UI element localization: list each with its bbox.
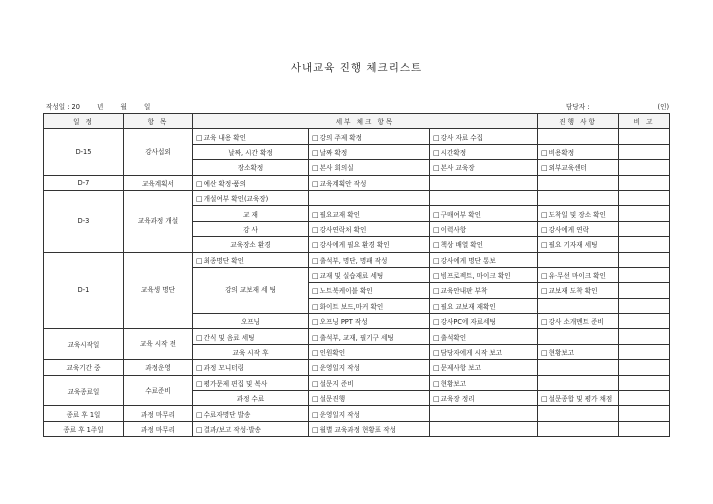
check-item[interactable]: □ 월별 교육과정 현황표 작성 [312, 424, 396, 434]
header-detail: 세부 체크 항목 [193, 114, 538, 129]
item-cell: 수료준비 [124, 375, 193, 406]
check-cell [538, 221, 619, 236]
check-item[interactable]: □ 강사연락처 확인 [312, 224, 366, 234]
check-item[interactable]: □ 도착일 및 장소 확인 [541, 209, 606, 219]
status-cell[interactable] [619, 144, 670, 159]
schedule-cell: 교육종료일 [44, 375, 124, 406]
check-item[interactable]: □ 비용확정 [541, 147, 574, 157]
check-cell [430, 375, 538, 390]
header-schedule: 일 정 [44, 114, 124, 129]
check-item[interactable]: □ 교재 및 실습재료 세팅 [312, 270, 383, 280]
check-cell [430, 144, 538, 159]
check-cell [538, 298, 619, 313]
schedule-cell: D-15 [44, 129, 124, 175]
check-item[interactable]: □ 교보재 도착 확인 [541, 285, 597, 295]
check-item[interactable]: □ 본사 교육장 [433, 162, 475, 172]
check-item[interactable]: □ 강사 자료 수집 [433, 132, 483, 142]
check-cell [193, 406, 309, 421]
check-cell [430, 252, 538, 267]
schedule-cell: 종료 후 1주일 [44, 421, 124, 436]
check-cell [430, 190, 538, 205]
check-cell [309, 406, 430, 421]
check-item[interactable]: □ 날짜 확정 [312, 147, 347, 157]
item-cell: 과정 마무리 [124, 406, 193, 421]
schedule-cell: 교육기간 중 [44, 360, 124, 375]
status-cell[interactable] [619, 298, 670, 313]
check-item[interactable]: □ 외부교육센터 [541, 162, 587, 172]
month-label: 월 [120, 103, 127, 111]
written-date [46, 101, 165, 111]
check-item[interactable]: □ 간식 및 음료 세팅 [196, 332, 255, 342]
item-cell: 오프닝 [193, 314, 309, 329]
status-cell[interactable] [538, 360, 619, 375]
item-cell: 과정 마무리 [124, 421, 193, 436]
status-cell[interactable] [619, 344, 670, 359]
table-row [44, 129, 670, 144]
check-cell [309, 206, 430, 221]
check-cell [430, 206, 538, 221]
check-item[interactable]: □ 책상 배열 확인 [433, 239, 483, 249]
item-cell: 장소확정 [193, 160, 309, 175]
check-cell [430, 267, 538, 282]
check-cell [309, 221, 430, 236]
schedule-cell: D-3 [44, 190, 124, 252]
check-item[interactable]: □ 현황보고 [433, 378, 466, 388]
note-cell[interactable] [619, 360, 670, 375]
check-cell [538, 391, 619, 406]
check-item[interactable]: □ 이력사항 [433, 224, 466, 234]
note-cell[interactable] [619, 329, 670, 344]
check-cell [430, 221, 538, 236]
table-row [44, 175, 670, 190]
check-cell [309, 391, 430, 406]
check-item[interactable]: □ 문제사항 보고 [433, 362, 481, 372]
check-item[interactable]: □ 예산 확정·품의 [196, 178, 246, 188]
check-cell [538, 206, 619, 221]
check-item[interactable]: □ 출석확인 [433, 332, 466, 342]
header-note: 비 고 [619, 114, 670, 129]
checklist-table [43, 113, 670, 437]
check-item[interactable]: □ 담당자에게 시작 보고 [433, 347, 502, 357]
table-row [44, 360, 670, 375]
check-item[interactable]: □ 구매여부 확인 [433, 209, 481, 219]
check-item[interactable]: □ 설문지 준비 [312, 378, 354, 388]
status-cell[interactable] [619, 391, 670, 406]
item-cell: 과정 수료 [193, 391, 309, 406]
check-cell [309, 175, 430, 190]
status-cell[interactable] [619, 160, 670, 175]
check-cell [430, 314, 538, 329]
status-cell[interactable] [538, 406, 619, 421]
check-cell [309, 375, 430, 390]
table-row [44, 190, 670, 205]
check-cell [309, 267, 430, 282]
check-cell [309, 329, 430, 344]
day-label: 일 [144, 103, 151, 111]
item-cell: 날짜, 시간 확정 [193, 144, 309, 159]
check-item[interactable]: □ 출석부, 교재, 필기구 세팅 [312, 332, 394, 342]
item-cell: 과정운영 [124, 360, 193, 375]
check-cell [430, 175, 538, 190]
check-cell [430, 283, 538, 298]
check-cell [430, 160, 538, 175]
status-cell[interactable] [538, 329, 619, 344]
manager-label: 담당자 : [566, 103, 590, 111]
status-cell[interactable] [619, 221, 670, 236]
header-item: 항 목 [124, 114, 193, 129]
check-item[interactable]: □ 교육계획안 작성 [312, 178, 366, 188]
check-cell [309, 252, 430, 267]
status-cell[interactable] [538, 252, 619, 267]
status-cell[interactable] [538, 421, 619, 436]
check-cell [430, 406, 538, 421]
check-item[interactable]: □ 오프닝 PPT 작성 [312, 316, 368, 326]
check-item[interactable]: □ 운영일지 작성 [312, 362, 360, 372]
note-cell[interactable] [619, 375, 670, 390]
check-item[interactable]: □ 운영일지 작성 [312, 409, 360, 419]
check-item[interactable]: □ 시간확정 [433, 147, 466, 157]
check-cell [430, 360, 538, 375]
status-cell[interactable] [619, 267, 670, 282]
note-cell[interactable] [619, 406, 670, 421]
table-row [44, 421, 670, 436]
schedule-cell: 교육시작일 [44, 329, 124, 360]
schedule-cell: 종료 후 1일 [44, 406, 124, 421]
note-cell[interactable] [619, 190, 670, 205]
item-cell: 교육생 명단 [124, 252, 193, 329]
check-item[interactable]: □ 설문진행 [312, 393, 345, 403]
item-cell: 교육계획서 [124, 175, 193, 190]
table-row [44, 329, 670, 344]
check-cell [193, 175, 309, 190]
check-cell [430, 298, 538, 313]
header-status: 진행 사항 [538, 114, 619, 129]
check-item[interactable]: □ 화이트 보드,마커 확인 [312, 301, 383, 311]
check-cell [538, 144, 619, 159]
check-item[interactable]: □ 유·무선 마이크 확인 [541, 270, 606, 280]
date-label: 작성일 : 20 [46, 103, 80, 111]
check-cell [193, 129, 309, 144]
check-item[interactable]: □ 교육안내판 부착 [433, 285, 487, 295]
check-cell [430, 391, 538, 406]
check-item[interactable]: □ 평가문제 편집 및 복사 [196, 378, 267, 388]
note-cell[interactable] [619, 421, 670, 436]
check-item[interactable]: □ 강사PC에 자료세팅 [433, 316, 496, 326]
schedule-cell: D-7 [44, 175, 124, 190]
check-cell [538, 314, 619, 329]
item-cell: 교 재 [193, 206, 309, 221]
check-cell [430, 421, 538, 436]
item-cell: 강의 교보재 세 팅 [193, 267, 309, 313]
check-cell [430, 329, 538, 344]
note-cell[interactable] [619, 129, 670, 144]
check-item[interactable]: □ 필요교재 확인 [312, 209, 360, 219]
check-cell [193, 375, 309, 390]
item-cell: 강사섭외 [124, 129, 193, 175]
check-item[interactable]: □ 출석부, 명단, 명패 작성 [312, 255, 387, 265]
table-row [44, 252, 670, 267]
check-cell [309, 344, 430, 359]
check-item[interactable]: □ 강사 소개멘트 준비 [541, 316, 604, 326]
status-cell[interactable] [619, 283, 670, 298]
note-cell[interactable] [619, 252, 670, 267]
check-item[interactable]: □ 강사에게 필요 환경 확인 [312, 239, 390, 249]
check-cell [309, 190, 430, 205]
check-item[interactable]: □ 강사에게 명단 통보 [433, 255, 496, 265]
check-item[interactable]: □ 수료자명단 발송 [196, 409, 250, 419]
status-cell[interactable] [619, 314, 670, 329]
item-cell: 강 사 [193, 221, 309, 236]
checklist-body [44, 129, 670, 437]
check-cell [193, 252, 309, 267]
header-row [44, 114, 670, 129]
check-item[interactable]: □ 필요 기자재 세팅 [541, 239, 597, 249]
check-cell [309, 129, 430, 144]
check-item[interactable]: □ 필요 교보재 재확인 [433, 301, 496, 311]
item-cell: 교육 시작 후 [193, 344, 309, 359]
check-cell [309, 283, 430, 298]
check-item[interactable]: □ 교육 내용 확인 [196, 132, 246, 142]
check-cell [538, 237, 619, 252]
check-item[interactable]: □ 설문종합 및 평가 채점 [541, 393, 612, 403]
check-item[interactable]: □ 개설여부 확인(교육장) [196, 193, 268, 203]
status-cell[interactable] [538, 375, 619, 390]
check-item[interactable]: □ 결과/보고 작성·발송 [196, 424, 261, 434]
check-cell [193, 190, 309, 205]
check-item[interactable]: □ 본사 회의실 [312, 162, 354, 172]
check-cell [193, 360, 309, 375]
table-row [44, 375, 670, 390]
table-row [44, 406, 670, 421]
check-cell [538, 283, 619, 298]
check-item[interactable]: □ 교육장 정리 [433, 393, 475, 403]
item-cell: 교육과정 개설 [124, 190, 193, 252]
document-title: 사내교육 진행 체크리스트 [290, 62, 423, 74]
check-item[interactable]: □ 최종명단 확인 [196, 255, 244, 265]
status-cell[interactable] [619, 237, 670, 252]
check-cell [309, 421, 430, 436]
check-cell [193, 421, 309, 436]
check-cell [309, 314, 430, 329]
check-cell [193, 329, 309, 344]
check-item[interactable]: □ 강사에게 연락 [541, 224, 589, 234]
check-cell [430, 344, 538, 359]
item-cell: 교육 시작 전 [124, 329, 193, 360]
status-cell[interactable] [538, 190, 619, 205]
seal-label: (인) [657, 103, 670, 111]
check-item[interactable]: □ 노트북케이블 확인 [312, 285, 373, 295]
note-cell[interactable] [619, 175, 670, 190]
manager-field [566, 101, 669, 111]
year-label: 년 [97, 103, 104, 111]
status-cell[interactable] [538, 129, 619, 144]
check-cell [538, 267, 619, 282]
status-cell[interactable] [538, 175, 619, 190]
check-cell [538, 344, 619, 359]
check-item[interactable]: □ 인원확인 [312, 347, 345, 357]
check-item[interactable]: □ 강의 주제 확정 [312, 132, 362, 142]
check-cell [309, 360, 430, 375]
check-item[interactable]: □ 현황보고 [541, 347, 574, 357]
check-cell [309, 298, 430, 313]
check-cell [430, 129, 538, 144]
check-cell [309, 144, 430, 159]
check-item[interactable]: □ 빔프로젝트, 마이크 확인 [433, 270, 511, 280]
schedule-cell: D-1 [44, 252, 124, 329]
item-cell: 교육장소 환경 [193, 237, 309, 252]
check-cell [538, 160, 619, 175]
check-cell [430, 237, 538, 252]
check-cell [309, 160, 430, 175]
check-item[interactable]: □ 과정 모니터링 [196, 362, 244, 372]
status-cell[interactable] [619, 206, 670, 221]
check-cell [309, 237, 430, 252]
